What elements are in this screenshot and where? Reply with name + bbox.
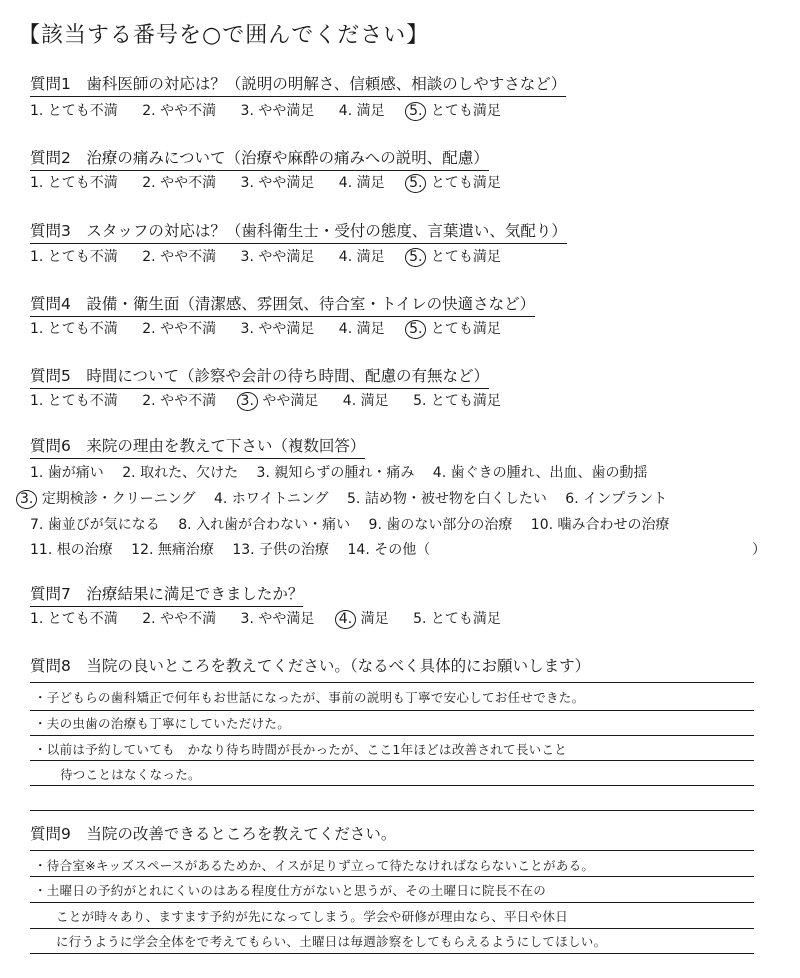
q7-option-4-selected[interactable]: 4. 満足 bbox=[339, 611, 389, 627]
q9-answer-line-1: ・待合室※キッズスペースがあるためか、イスが足りず立って待たなければならないことがある。 bbox=[34, 858, 595, 873]
q5-option-1[interactable]: 1. とても不満 bbox=[30, 393, 118, 409]
question-7-title: 質問7 治療結果に満足できましたか？ bbox=[30, 582, 303, 607]
answer-line bbox=[30, 682, 754, 683]
q7-option-2[interactable]: 2. やや不満 bbox=[142, 611, 217, 627]
q2-option-4[interactable]: 4. 満足 bbox=[338, 175, 385, 191]
question-4-options bbox=[30, 318, 521, 339]
q4-option-4[interactable]: 4. 満足 bbox=[338, 321, 385, 337]
q6-option-8[interactable]: 8. 入れ歯が合わない・痛い bbox=[178, 517, 351, 533]
answer-line bbox=[30, 850, 754, 851]
question-2-options bbox=[30, 172, 521, 193]
answer-line bbox=[30, 953, 754, 954]
question-4-title: 質問4 設備・衛生面（清潔感、雰囲気、待合室・トイレの快適さなど） bbox=[30, 292, 535, 317]
q6-option-7[interactable]: 7. 歯並びが気になる bbox=[30, 517, 160, 533]
answer-line bbox=[30, 902, 754, 903]
q6-option-whitening[interactable]: 4. ホワイトニング bbox=[214, 491, 329, 507]
q9-answer-line-4: に行うように学会全体をで考えてもらい、土曜日は毎週診察をしてもらえるようにしてほしい。 bbox=[56, 934, 607, 949]
question-7-options bbox=[30, 608, 521, 629]
q9-answer-line-3: ことが時々あり、ますます予約が先になってしまう。学会や研修が理由なら、平日や休日 bbox=[56, 909, 569, 924]
question-5-title: 質問5 時間について（診察や会計の待ち時間、配慮の有無など） bbox=[30, 364, 489, 389]
q6-option-implant[interactable]: 6. インプラント bbox=[565, 491, 668, 507]
q6-row-2 bbox=[20, 488, 681, 509]
q8-answer-line-1: ・子どもらの歯科矯正で何年もお世話になったが、事前の説明も丁寧で安心してお任せできた。 bbox=[34, 690, 585, 705]
q6-option-12[interactable]: 12. 無痛治療 bbox=[131, 542, 214, 558]
q6-option-3[interactable]: 3. 親知らずの腫れ・痛み bbox=[256, 465, 415, 481]
q9-answer-line-2: ・土曜日の予約がとれにくいのはある程度仕方がないと思うが、その土曜日に院長不在の bbox=[34, 883, 547, 898]
q5-option-3-selected[interactable]: 3. やや満足 bbox=[241, 393, 319, 409]
q2-option-3[interactable]: 3. やや満足 bbox=[240, 175, 315, 191]
q2-option-1[interactable]: 1. とても不満 bbox=[30, 175, 118, 191]
q5-option-5[interactable]: 5. とても満足 bbox=[413, 393, 501, 409]
q2-option-2[interactable]: 2. やや不満 bbox=[142, 175, 217, 191]
q3-option-2[interactable]: 2. やや不満 bbox=[142, 249, 217, 265]
q4-option-5-selected[interactable]: 5. とても満足 bbox=[409, 321, 501, 337]
q6-option-4[interactable]: 4. 歯ぐきの腫れ、出血、歯の動揺 bbox=[432, 465, 648, 481]
q6-option-2[interactable]: 2. 取れた、欠けた bbox=[122, 465, 239, 481]
q8-answer-line-3: ・以前は予約していても かなり待ち時間が長かったが、ここ1年ほどは改善されて長いこと bbox=[34, 742, 568, 757]
q7-option-3[interactable]: 3. やや満足 bbox=[240, 611, 315, 627]
q3-option-3[interactable]: 3. やや満足 bbox=[240, 249, 315, 265]
q6-option-9[interactable]: 9. 歯のない部分の治療 bbox=[368, 517, 513, 533]
q6-other-close-paren: ） bbox=[752, 542, 766, 558]
q6-option-13[interactable]: 13. 子供の治療 bbox=[232, 542, 330, 558]
q1-option-5-selected[interactable]: 5. とても満足 bbox=[409, 103, 501, 119]
answer-line bbox=[30, 928, 754, 929]
q7-option-5[interactable]: 5. とても満足 bbox=[413, 611, 501, 627]
q6-row-3 bbox=[30, 514, 684, 534]
q5-option-4[interactable]: 4. 満足 bbox=[342, 393, 389, 409]
question-9-title: 質問9 当院の改善できるところを教えてください。 bbox=[30, 825, 397, 843]
q5-option-2[interactable]: 2. やや不満 bbox=[142, 393, 217, 409]
question-3-options bbox=[30, 246, 521, 267]
answer-line bbox=[30, 760, 754, 761]
q4-option-2[interactable]: 2. やや不満 bbox=[142, 321, 217, 337]
answer-line bbox=[30, 785, 754, 786]
question-1-options bbox=[30, 100, 521, 121]
question-8-title: 質問8 当院の良いところを教えてください。（なるべく具体的にお願いします） bbox=[30, 657, 591, 675]
question-1-title: 質問1 歯科医師の対応は？（説明の明解さ、信頼感、相談のしやすさなど） bbox=[30, 72, 566, 97]
q1-option-2[interactable]: 2. やや不満 bbox=[142, 103, 217, 119]
q4-option-1[interactable]: 1. とても不満 bbox=[30, 321, 118, 337]
q6-option-11[interactable]: 11. 根の治療 bbox=[30, 542, 113, 558]
q8-answer-line-2: ・夫の虫歯の治療も丁寧にしていただけた。 bbox=[34, 716, 291, 731]
q8-answer-line-4: 待つことはなくなった。 bbox=[60, 767, 201, 782]
answer-line bbox=[30, 810, 754, 811]
q6-option-checkup-selected[interactable]: 3. 定期検診・クリーニング bbox=[20, 491, 196, 507]
page-header: 【該当する番号を○で囲んでください】 bbox=[18, 23, 430, 48]
q6-row-4 bbox=[30, 539, 444, 559]
q2-option-5-selected[interactable]: 5. とても満足 bbox=[409, 175, 501, 191]
question-5-options bbox=[30, 390, 521, 411]
q3-option-4[interactable]: 4. 満足 bbox=[338, 249, 385, 265]
answer-line bbox=[30, 876, 754, 877]
q6-option-14[interactable]: 14. その他（ bbox=[347, 542, 431, 558]
question-3-title: 質問3 スタッフの対応は？（歯科衛生士・受付の態度、言葉遣い、気配り） bbox=[30, 219, 567, 244]
answer-line bbox=[30, 735, 754, 736]
q1-option-1[interactable]: 1. とても不満 bbox=[30, 103, 118, 119]
q3-option-1[interactable]: 1. とても不満 bbox=[30, 249, 118, 265]
question-2-title: 質問2 治療の痛みについて（治療や麻酔の痛みへの説明、配慮） bbox=[30, 146, 489, 171]
q1-option-3[interactable]: 3. やや満足 bbox=[240, 103, 315, 119]
q4-option-3[interactable]: 3. やや満足 bbox=[240, 321, 315, 337]
q7-option-1[interactable]: 1. とても不満 bbox=[30, 611, 118, 627]
q3-option-5-selected[interactable]: 5. とても満足 bbox=[409, 249, 501, 265]
q6-option-1[interactable]: 1. 歯が痛い bbox=[30, 465, 104, 481]
q6-option-10[interactable]: 10. 噛み合わせの治療 bbox=[530, 517, 670, 533]
question-6-title: 質問6 来院の理由を教えて下さい（複数回答） bbox=[30, 434, 365, 459]
q6-option-fillings[interactable]: 5. 詰め物・被せ物を白くしたい bbox=[347, 491, 547, 507]
answer-line bbox=[30, 710, 754, 711]
q6-row-1 bbox=[30, 462, 661, 482]
q1-option-4[interactable]: 4. 満足 bbox=[338, 103, 385, 119]
